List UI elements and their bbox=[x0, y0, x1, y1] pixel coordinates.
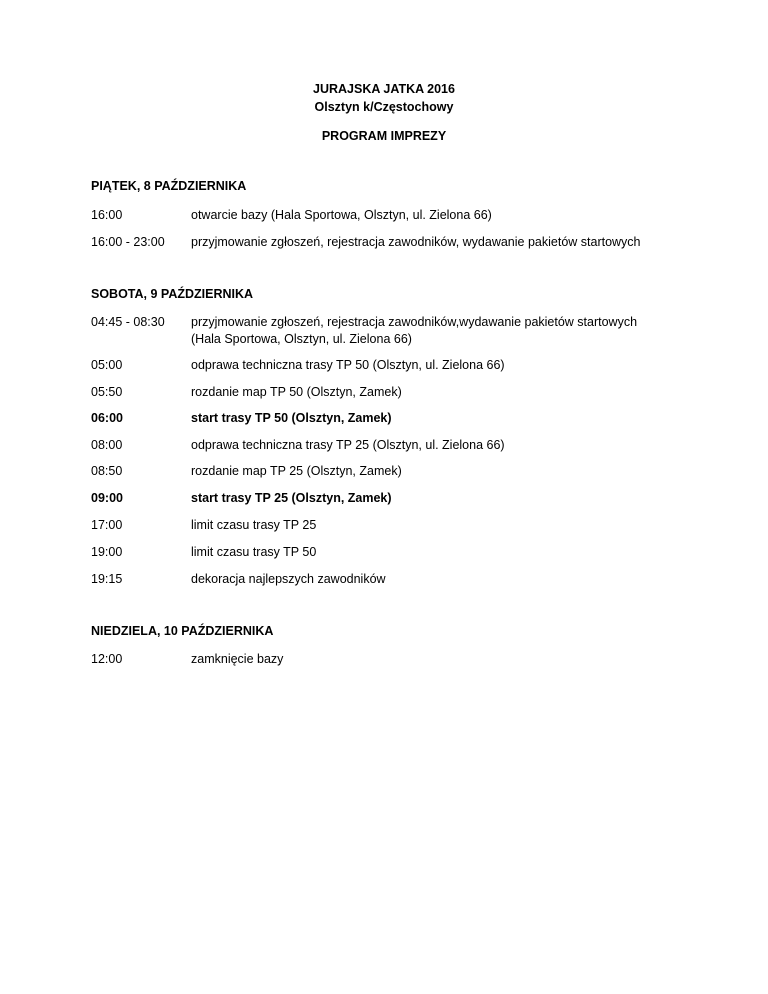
event-description: odprawa techniczna trasy TP 25 (Olsztyn, ul. Zielona 66) bbox=[191, 438, 505, 452]
event-time: 12:00 bbox=[91, 652, 123, 666]
event-description: otwarcie bazy (Hala Sportowa, Olsztyn, ul. Zielona 66) bbox=[191, 208, 492, 222]
program-heading: PROGRAM IMPREZY bbox=[321, 129, 447, 143]
event-time: 06:00 bbox=[91, 411, 123, 425]
event-description: odprawa techniczna trasy TP 50 (Olsztyn, ul. Zielona 66) bbox=[191, 358, 505, 372]
event-time: 19:15 bbox=[91, 572, 123, 586]
event-description: zamknięcie bazy bbox=[191, 652, 284, 666]
day-heading-sunday: NIEDZIELA, 10 PAŹDZIERNIKA bbox=[91, 624, 274, 638]
event-time: 04:45 - 08:30 bbox=[91, 315, 165, 329]
event-title: JURAJSKA JATKA 2016 bbox=[313, 82, 455, 96]
document-header bbox=[0, 80, 768, 145]
event-description: rozdanie map TP 50 (Olsztyn, Zamek) bbox=[191, 385, 402, 399]
event-time: 08:00 bbox=[91, 438, 123, 452]
event-time: 05:50 bbox=[91, 385, 123, 399]
event-time: 05:00 bbox=[91, 358, 123, 372]
event-time: 09:00 bbox=[91, 491, 123, 505]
event-description bbox=[191, 314, 691, 348]
event-time: 16:00 bbox=[91, 208, 123, 222]
event-description-line1: przyjmowanie zgłoszeń, rejestracja zawodników,wydawanie pakietów startowych bbox=[191, 315, 638, 329]
event-description: limit czasu trasy TP 50 bbox=[191, 545, 317, 559]
event-description-line2: (Hala Sportowa, Olsztyn, ul. Zielona 66) bbox=[191, 332, 412, 346]
event-time: 17:00 bbox=[91, 518, 123, 532]
event-description: start trasy TP 50 (Olsztyn, Zamek) bbox=[191, 411, 392, 425]
event-location: Olsztyn k/Częstochowy bbox=[314, 100, 454, 114]
event-description: dekoracja najlepszych zawodników bbox=[191, 572, 386, 586]
event-description: rozdanie map TP 25 (Olsztyn, Zamek) bbox=[191, 464, 402, 478]
event-description: start trasy TP 25 (Olsztyn, Zamek) bbox=[191, 491, 392, 505]
event-time: 19:00 bbox=[91, 545, 123, 559]
event-description: przyjmowanie zgłoszeń, rejestracja zawodników, wydawanie pakietów startowych bbox=[191, 235, 641, 249]
day-heading-friday: PIĄTEK, 8 PAŹDZIERNIKA bbox=[91, 179, 247, 193]
event-description: limit czasu trasy TP 25 bbox=[191, 518, 317, 532]
event-time: 08:50 bbox=[91, 464, 123, 478]
event-time: 16:00 - 23:00 bbox=[91, 235, 165, 249]
day-heading-saturday: SOBOTA, 9 PAŹDZIERNIKA bbox=[91, 287, 254, 301]
